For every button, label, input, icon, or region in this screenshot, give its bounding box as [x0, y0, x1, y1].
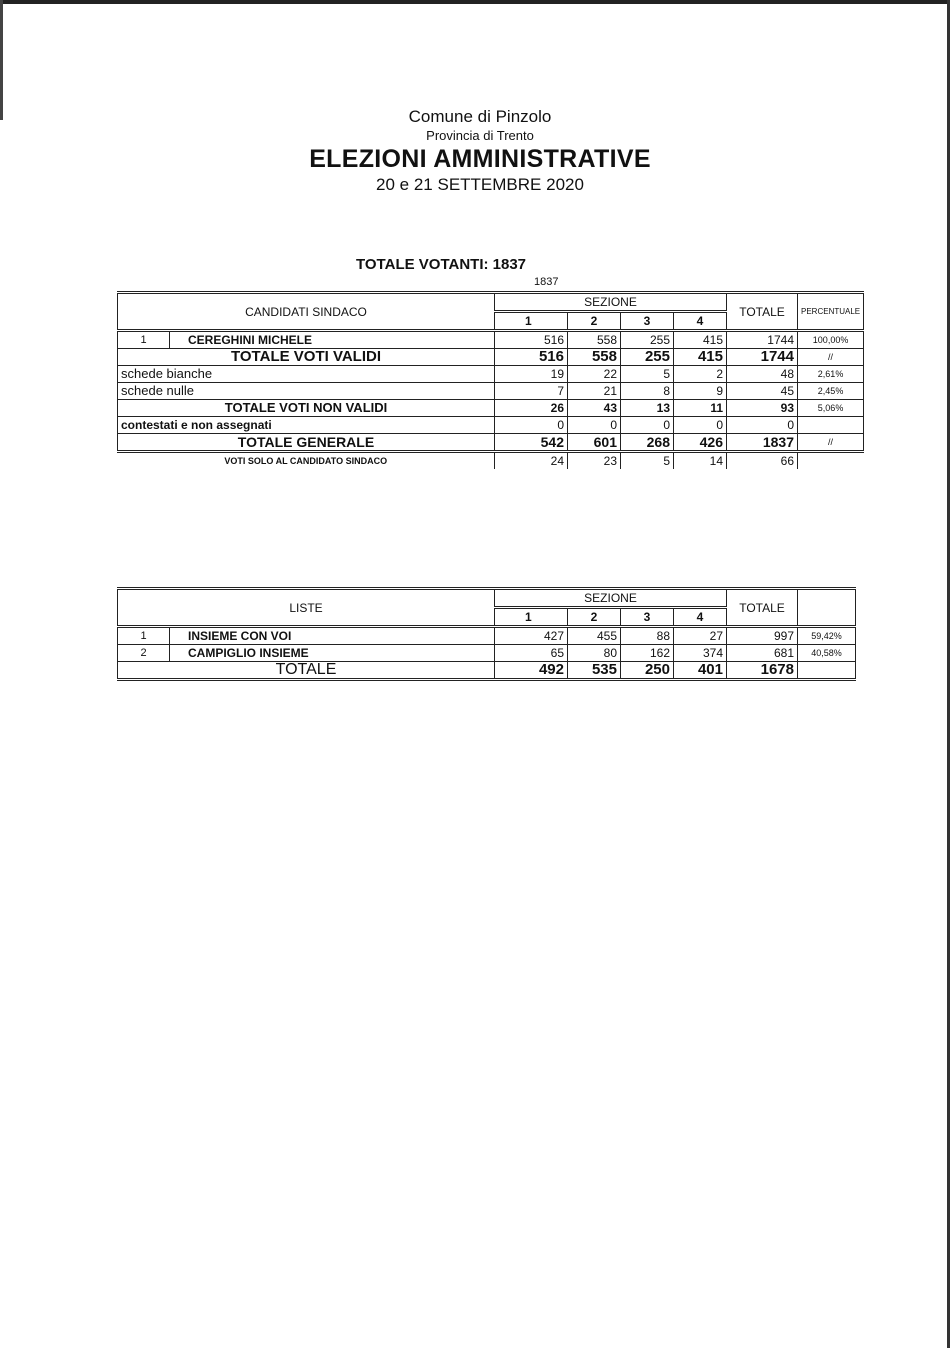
- non-validi-row: [118, 400, 864, 417]
- totale-votanti: TOTALE VOTANTI: 1837: [356, 256, 527, 273]
- liste-totale-totale: 1678: [727, 662, 798, 680]
- validi-row: [118, 349, 864, 366]
- candidate-sez-3: 255: [621, 331, 674, 349]
- scan-border-top: [0, 0, 950, 4]
- lista-name: INSIEME CON VOI: [170, 627, 495, 645]
- contestati-sez-1: 0: [495, 417, 568, 434]
- lista-totale: 997: [727, 627, 798, 645]
- solo-sindaco-row: [118, 452, 864, 470]
- contestati-row: [118, 417, 864, 434]
- validi-percent: //: [798, 349, 864, 366]
- validi-sez-4: 415: [674, 349, 727, 366]
- generale-sez-2: 601: [568, 434, 621, 452]
- non-validi-totale: 93: [727, 400, 798, 417]
- liste-percent-header: [798, 589, 856, 627]
- liste-sezione-1-header: 1: [495, 608, 568, 627]
- nulle-percent: 2,45%: [798, 383, 864, 400]
- bianche-label: schede bianche: [118, 366, 495, 383]
- bianche-sez-1: 19: [495, 366, 568, 383]
- candidate-sez-2: 558: [568, 331, 621, 349]
- sezione-header: SEZIONE: [495, 293, 727, 312]
- lista-sez-3: 162: [621, 645, 674, 662]
- nulle-sez-4: 9: [674, 383, 727, 400]
- generale-row: [118, 434, 864, 452]
- generale-label: TOTALE GENERALE: [118, 434, 495, 452]
- provincia-subtitle: Provincia di Trento: [426, 128, 534, 143]
- bianche-sez-4: 2: [674, 366, 727, 383]
- candidate-name: CEREGHINI MICHELE: [170, 331, 495, 349]
- non-validi-sez-2: 43: [568, 400, 621, 417]
- bianche-row: [118, 366, 864, 383]
- lista-sez-2: 80: [568, 645, 621, 662]
- generale-percent: //: [798, 434, 864, 452]
- lista-name: CAMPIGLIO INSIEME: [170, 645, 495, 662]
- lista-sez-1: 65: [495, 645, 568, 662]
- lista-sez-4: 374: [674, 645, 727, 662]
- solo-sindaco-label: VOTI SOLO AL CANDIDATO SINDACO: [224, 456, 388, 466]
- percentuale-header: PERCENTUALE: [798, 293, 864, 331]
- non-validi-sez-3: 13: [621, 400, 674, 417]
- document-header: [0, 106, 950, 196]
- nulle-sez-2: 21: [568, 383, 621, 400]
- lista-row: [118, 645, 856, 662]
- non-validi-sez-4: 11: [674, 400, 727, 417]
- bianche-sez-2: 22: [568, 366, 621, 383]
- non-validi-percent: 5,06%: [798, 400, 864, 417]
- liste-totale-header: TOTALE: [727, 589, 798, 627]
- candidati-sindaco-header: CANDIDATI SINDACO: [118, 293, 495, 331]
- candidate-sez-4: 415: [674, 331, 727, 349]
- election-title: ELEZIONI AMMINISTRATIVE: [309, 145, 651, 173]
- candidate-number: 1: [118, 331, 170, 349]
- candidate-sez-1: 516: [495, 331, 568, 349]
- validi-totale: 1744: [727, 349, 798, 366]
- scan-border-left: [0, 0, 3, 120]
- contestati-sez-3: 0: [621, 417, 674, 434]
- sezione-3-header: 3: [621, 312, 674, 331]
- candidate-row: [118, 331, 864, 349]
- contestati-totale: 0: [727, 417, 798, 434]
- liste-sezione-header: SEZIONE: [495, 589, 727, 608]
- nulle-sez-3: 8: [621, 383, 674, 400]
- liste-table: [117, 587, 856, 681]
- lista-number: 2: [118, 645, 170, 662]
- candidate-percent: 100,00%: [798, 331, 864, 349]
- sezione-4-header: 4: [674, 312, 727, 331]
- liste-totale-label: TOTALE: [118, 662, 495, 680]
- validi-sez-1: 516: [495, 349, 568, 366]
- liste-sezione-4-header: 4: [674, 608, 727, 627]
- generale-sez-1: 542: [495, 434, 568, 452]
- generale-sez-3: 268: [621, 434, 674, 452]
- lista-totale: 681: [727, 645, 798, 662]
- liste-header-row: [118, 589, 856, 608]
- contestati-sez-2: 0: [568, 417, 621, 434]
- liste-header: LISTE: [118, 589, 495, 627]
- candidate-totale: 1744: [727, 331, 798, 349]
- lista-sez-2: 455: [568, 627, 621, 645]
- lista-sez-4: 27: [674, 627, 727, 645]
- bianche-totale: 48: [727, 366, 798, 383]
- lista-number: 1: [118, 627, 170, 645]
- sindaco-table: [117, 291, 864, 469]
- solo-sez-2: 23: [568, 452, 621, 470]
- liste-totale-empty: [798, 662, 856, 680]
- validi-sez-3: 255: [621, 349, 674, 366]
- lista-percent: 59,42%: [798, 627, 856, 645]
- liste-totale-sez-4: 401: [674, 662, 727, 680]
- solo-sez-4: 14: [674, 452, 727, 470]
- solo-totale: 66: [727, 452, 798, 470]
- liste-sezione-3-header: 3: [621, 608, 674, 627]
- solo-empty: [798, 452, 864, 470]
- generale-sez-4: 426: [674, 434, 727, 452]
- totale-header: TOTALE: [727, 293, 798, 331]
- sindaco-header-row: [118, 293, 864, 312]
- sezione-2-header: 2: [568, 312, 621, 331]
- liste-totale-sez-1: 492: [495, 662, 568, 680]
- bianche-percent: 2,61%: [798, 366, 864, 383]
- solo-sez-1: 24: [495, 452, 568, 470]
- liste-totale-sez-2: 535: [568, 662, 621, 680]
- bianche-sez-3: 5: [621, 366, 674, 383]
- totale-votanti-sub: 1837: [534, 276, 559, 288]
- lista-sez-1: 427: [495, 627, 568, 645]
- generale-totale: 1837: [727, 434, 798, 452]
- contestati-sez-4: 0: [674, 417, 727, 434]
- comune-title: Comune di Pinzolo: [408, 107, 552, 126]
- liste-totale-row: [118, 662, 856, 680]
- validi-sez-2: 558: [568, 349, 621, 366]
- non-validi-sez-1: 26: [495, 400, 568, 417]
- liste-sezione-2-header: 2: [568, 608, 621, 627]
- contestati-label: contestati e non assegnati: [118, 417, 495, 434]
- lista-sez-3: 88: [621, 627, 674, 645]
- non-validi-label: TOTALE VOTI NON VALIDI: [118, 400, 495, 417]
- lista-row: [118, 627, 856, 645]
- election-date: 20 e 21 SETTEMBRE 2020: [376, 175, 584, 194]
- nulle-totale: 45: [727, 383, 798, 400]
- nulle-sez-1: 7: [495, 383, 568, 400]
- lista-percent: 40,58%: [798, 645, 856, 662]
- validi-label: TOTALE VOTI VALIDI: [118, 349, 495, 366]
- nulle-label: schede nulle: [118, 383, 495, 400]
- solo-sez-3: 5: [621, 452, 674, 470]
- contestati-percent: [798, 417, 864, 434]
- nulle-row: [118, 383, 864, 400]
- sezione-1-header: 1: [495, 312, 568, 331]
- liste-totale-sez-3: 250: [621, 662, 674, 680]
